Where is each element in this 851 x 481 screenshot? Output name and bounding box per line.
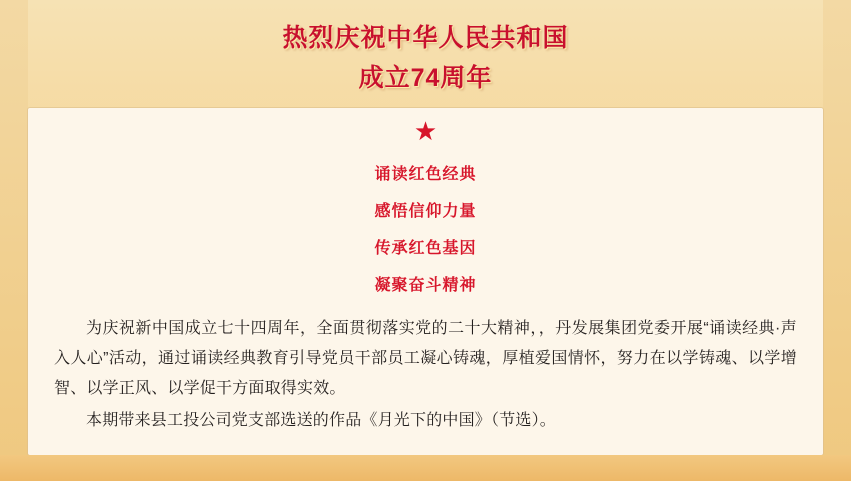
bottom-border-decoration [0, 455, 851, 481]
slogan-item: 凝聚奋斗精神 [374, 277, 477, 294]
header-title-line-2: 成立74周年 [358, 64, 493, 92]
slogan-item: 诵读红色经典 [374, 166, 477, 183]
header-title-line-1: 热烈庆祝中华人民共和国 [282, 24, 569, 52]
paragraph: 本期带来县工投公司党支部选送的作品《月光下的中国》（节选）。 [86, 412, 557, 429]
star-icon: ★ [413, 116, 438, 146]
slogan-list [54, 156, 797, 304]
slogan-item: 传承红色基因 [374, 240, 477, 257]
paragraph: 为庆祝新中国成立七十四周年，全面贯彻落实党的二十大精神，，丹发展集团党委开展“诵读经典·声入人心”活动，通过诵读经典教育引导党员干部员工凝心铸魂，厚植爱国情怀，努力在以学铸魂、以学增智、以学正风、以学促干方面取得实效。 [54, 320, 797, 397]
body-text [54, 314, 797, 436]
content-card [28, 108, 823, 455]
star-row [54, 118, 797, 152]
poster-header [0, 0, 851, 110]
slogan-item: 感悟信仰力量 [374, 203, 477, 220]
